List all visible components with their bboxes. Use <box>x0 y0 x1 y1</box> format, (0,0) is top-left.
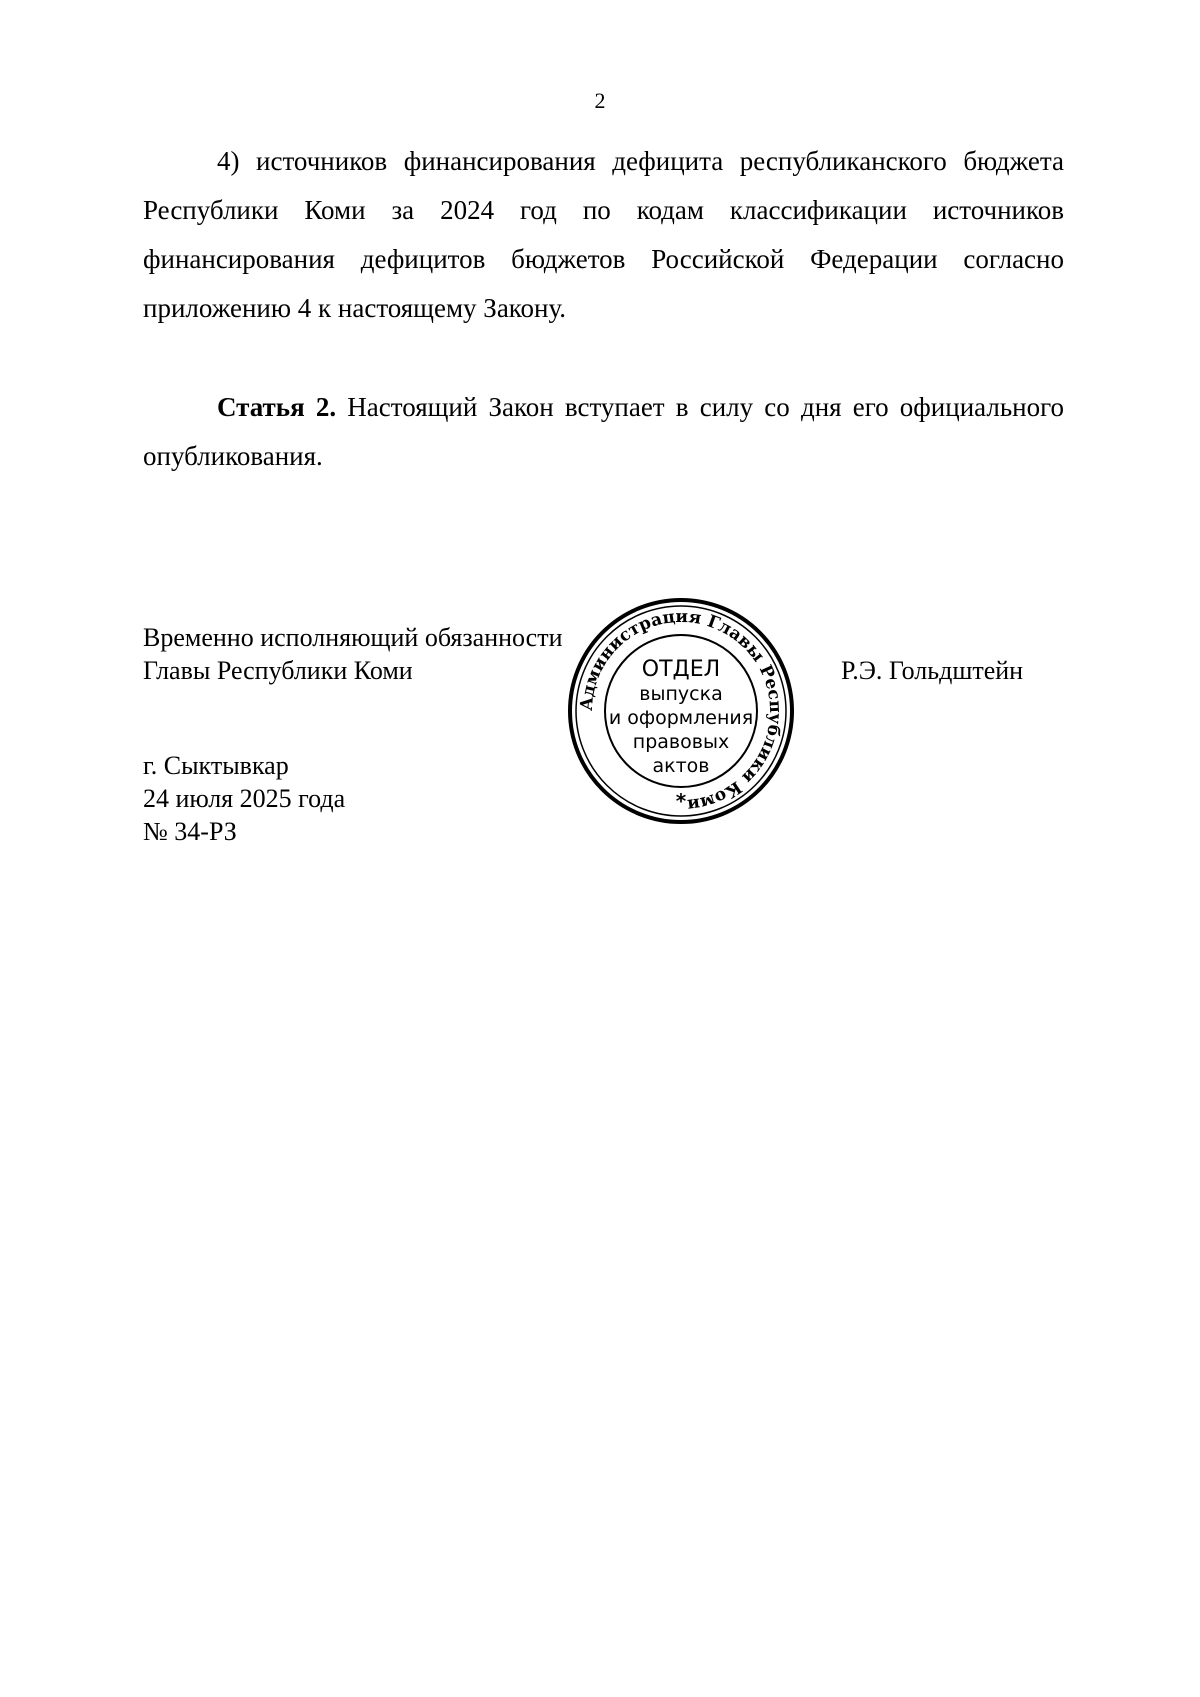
page-number: 2 <box>594 88 606 113</box>
official-stamp <box>566 596 796 826</box>
stamp-star-icon: * <box>675 789 687 813</box>
stamp-ring-text: Администрация Главы Республики Коми <box>576 606 786 815</box>
stamp-line-2: выпуска <box>639 683 723 705</box>
place-date-block <box>143 749 345 848</box>
stamp-line-1: ОТДЕЛ <box>641 657 721 682</box>
stamp-line-5: актов <box>652 755 710 777</box>
law-number: № 34-РЗ <box>143 817 237 846</box>
article-2 <box>143 383 1064 481</box>
signatory-position-line-1: Временно исполняющий обязанности <box>143 623 563 652</box>
place: г. Сыктывкар <box>143 751 289 780</box>
signatory-position-line-2: Главы Республики Коми <box>143 656 413 685</box>
article-2-label: Статья 2. <box>217 392 337 422</box>
stamp-line-4: правовых <box>632 731 730 753</box>
signatory-position <box>143 621 563 687</box>
article-2-text: Настоящий Закон вступает в силу со дня его официального опубликования. <box>143 392 1065 471</box>
paragraph-1-text: 4) источников финансирования дефицита республиканского бюджета Республики Коми за 2024 год по кодам классификации источников финансирования дефицитов бюджетов Российской Федерации согласно приложению 4 к настоящему Закону. <box>143 146 1064 323</box>
paragraph-1 <box>143 137 1064 333</box>
stamp-line-3: и оформления <box>608 707 754 729</box>
date: 24 июля 2025 года <box>143 784 346 813</box>
signatory-name: Р.Э. Гольдштейн <box>841 656 1024 685</box>
